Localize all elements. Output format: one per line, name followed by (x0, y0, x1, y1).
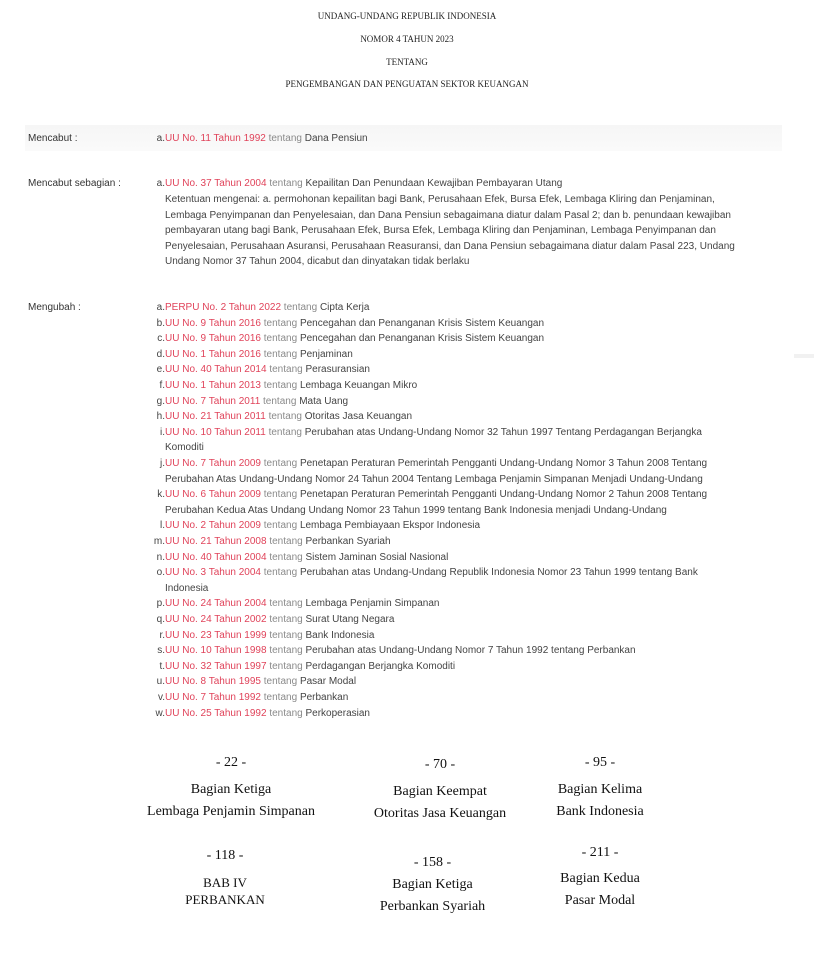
law-subject: Surat Utang Negara (305, 614, 395, 625)
list-item (150, 690, 790, 706)
law-link[interactable]: UU No. 3 Tahun 2004 (165, 567, 261, 579)
law-link[interactable]: PERPU No. 2 Tahun 2022 (165, 302, 282, 313)
tentang-word: tentang (263, 489, 298, 501)
tentang-word: tentang (269, 707, 303, 719)
tentang-word: tentang (269, 536, 303, 547)
page-ref-block (355, 855, 510, 915)
law-subject-continuation: Komoditi (165, 442, 204, 454)
tentang-word: tentang (269, 364, 303, 376)
tentang-word: tentang (269, 660, 303, 672)
list-item (150, 706, 790, 722)
header-subject: PENGEMBANGAN DAN PENGUATAN SEKTOR KEUANGAN (285, 79, 529, 89)
tentang-word: tentang (268, 133, 302, 144)
law-link[interactable]: UU No. 9 Tahun 2016 (165, 317, 261, 329)
note-line: Penyelesaian, Perusahaan Asuransi, Perusahaan Reasuransi, dan Dana Pensiun sebagaimana diatur dalam Pasal 223, Undang (165, 240, 735, 252)
list-item (150, 316, 790, 332)
law-subject-continuation: Perubahan Atas Undang-Undang Nomor 24 Tahun 2004 Tentang Lembaga Penjamin Simpanan Menjadi Undang-Undang (165, 473, 703, 485)
item-marker: t. (159, 660, 165, 672)
item-marker: i. (160, 426, 165, 438)
law-subject-continuation: Perubahan Kedua Atas Undang Undang Nomor 23 Tahun 1999 tentang Bank Indonesia menjadi Undang-Undang (165, 504, 667, 516)
section-title: PERBANKAN (185, 892, 265, 907)
item-marker: p. (156, 598, 165, 610)
item-marker: w. (155, 707, 165, 719)
list-item (150, 378, 790, 394)
section-heading: Bagian Keempat (393, 784, 487, 799)
list-item (150, 534, 790, 550)
page-number: - 211 - (581, 845, 619, 860)
tentang-word: tentang (263, 395, 297, 407)
tentang-word: tentang (269, 551, 303, 563)
law-subject: Mata Uang (299, 395, 349, 407)
law-link[interactable]: UU No. 32 Tahun 1997 (165, 660, 267, 672)
list-item (150, 394, 790, 410)
list-item (150, 176, 790, 192)
tentang-word: tentang (263, 458, 298, 469)
law-link[interactable]: UU No. 37 Tahun 2004 (165, 178, 267, 189)
list-item (150, 131, 790, 147)
page-number: - 95 - (584, 755, 616, 770)
law-subject: Penjaminan (299, 348, 353, 360)
law-link[interactable]: UU No. 1 Tahun 2013 (165, 380, 261, 391)
law-link[interactable]: UU No. 7 Tahun 2009 (165, 458, 261, 469)
item-marker: n. (156, 551, 165, 563)
section-heading: Bagian Ketiga (392, 877, 473, 892)
tentang-word: tentang (263, 692, 298, 703)
law-subject: Kepailitan Dan Penundaan Kewajiban Pembayaran Utang (305, 178, 563, 189)
page-ref-block (530, 845, 670, 909)
list-item (150, 331, 790, 347)
law-link[interactable]: UU No. 7 Tahun 2011 (165, 395, 261, 407)
item-marker: m. (153, 536, 165, 547)
item-marker: v. (157, 692, 165, 703)
page-number: - 22 - (215, 755, 247, 770)
item-marker: a. (156, 133, 165, 144)
item-marker: g. (156, 395, 165, 407)
item-marker: r. (159, 629, 165, 641)
law-subject-continuation: Indonesia (165, 582, 209, 594)
law-subject: Penetapan Peraturan Pemerintah Pengganti Undang-Undang Nomor 2 Tahun 2008 Tentang (299, 489, 708, 501)
law-link[interactable]: UU No. 21 Tahun 2011 (165, 411, 266, 423)
law-subject: Pasar Modal (299, 676, 357, 688)
list-item (150, 550, 790, 566)
law-link[interactable]: UU No. 10 Tahun 2011 (165, 426, 266, 438)
law-link[interactable]: UU No. 40 Tahun 2014 (165, 364, 267, 376)
list-item (150, 659, 790, 675)
law-subject: Bank Indonesia (305, 629, 375, 641)
tentang-word: tentang (268, 411, 302, 423)
list-item (150, 628, 790, 644)
item-marker: q. (156, 614, 165, 625)
mengubah-label: Mengubah : (28, 302, 81, 313)
item-marker: d. (156, 348, 165, 360)
header-tentang: TENTANG (386, 57, 428, 67)
item-marker: a. (156, 178, 165, 189)
mencabut-label: Mencabut : (28, 133, 78, 144)
law-subject: Pencegahan dan Penanganan Krisis Sistem Keuangan (299, 317, 545, 329)
item-marker: e. (156, 364, 165, 376)
section-heading: Bagian Kelima (557, 782, 643, 797)
note-line: Undang Nomor 37 Tahun 2004, dicabut dan dinyatakan tidak berlaku (165, 256, 470, 268)
law-link[interactable]: UU No. 10 Tahun 1998 (165, 645, 267, 657)
scroll-handle[interactable] (794, 354, 814, 358)
list-item (150, 643, 790, 659)
law-link[interactable]: UU No. 9 Tahun 2016 (165, 333, 261, 345)
header-number: NOMOR 4 TAHUN 2023 (360, 34, 454, 44)
section-heading: Bagian Kedua (560, 871, 640, 886)
law-subject: Perubahan atas Undang-Undang Nomor 7 Tahun 1992 tentang Perbankan (305, 645, 636, 657)
section-title: Perbankan Syariah (379, 899, 486, 914)
section-heading: Bagian Ketiga (190, 782, 272, 797)
list-item (150, 518, 790, 534)
mencabut-sebagian-label: Mencabut sebagian : (28, 178, 121, 189)
item-marker: a. (156, 302, 165, 313)
tentang-word: tentang (283, 302, 318, 313)
law-link[interactable]: UU No. 21 Tahun 2008 (165, 536, 267, 547)
list-item (150, 362, 790, 378)
item-marker: h. (156, 411, 165, 423)
law-subject: Lembaga Penjamin Simpanan (305, 598, 440, 610)
section-title: Bank Indonesia (556, 804, 644, 819)
item-marker: b. (156, 317, 165, 329)
law-subject: Penetapan Peraturan Pemerintah Pengganti Undang-Undang Nomor 3 Tahun 2008 Tentang (299, 458, 708, 469)
law-subject: Perasuransian (305, 364, 370, 376)
law-subject: Perubahan atas Undang-Undang Nomor 32 Tahun 1997 Tentang Perdagangan Berjangka (304, 426, 702, 438)
page-number: - 70 - (424, 757, 456, 772)
law-subject: Perkoperasian (305, 707, 370, 719)
list-item (150, 596, 790, 612)
law-subject: Perbankan Syariah (305, 536, 391, 547)
list-item (150, 565, 790, 581)
law-link[interactable]: UU No. 23 Tahun 1999 (165, 629, 267, 641)
page-ref-block (530, 755, 670, 820)
item-marker: f. (159, 380, 165, 391)
page-ref-block (150, 848, 300, 908)
item-marker: s. (157, 645, 165, 657)
page-ref-block (115, 755, 347, 820)
revocation-note (165, 192, 785, 270)
law-subject: Perbankan (299, 692, 349, 703)
item-marker: l. (160, 520, 165, 532)
law-subject: Lembaga Keuangan Mikro (299, 380, 418, 391)
note-line: pembayaran utang bagi Bank, Perusahaan Efek, Bursa Efek, Lembaga Kliring dan Penjaminan, Lembaga Penyimpanan dan (165, 225, 716, 237)
page-ref-block (340, 757, 540, 822)
tentang-word: tentang (269, 178, 303, 189)
tentang-word: tentang (263, 676, 298, 688)
list-item (150, 456, 790, 472)
law-subject: Dana Pensiun (304, 133, 368, 144)
law-subject: Perubahan atas Undang-Undang Republik Indonesia Nomor 23 Tahun 1999 tentang Bank (299, 567, 698, 579)
tentang-word: tentang (263, 333, 298, 345)
section-title: Lembaga Penjamin Simpanan (147, 804, 315, 819)
law-subject: Otoritas Jasa Keuangan (304, 411, 413, 423)
law-link[interactable]: UU No. 40 Tahun 2004 (165, 551, 267, 563)
page-number: - 158 - (413, 855, 452, 870)
tentang-word: tentang (263, 348, 298, 360)
law-subject: Perdagangan Berjangka Komoditi (305, 660, 456, 672)
tentang-word: tentang (269, 598, 303, 610)
item-marker: c. (157, 333, 165, 345)
tentang-word: tentang (269, 614, 303, 625)
law-subject: Sistem Jaminan Sosial Nasional (305, 551, 449, 563)
list-item (150, 347, 790, 363)
tentang-word: tentang (263, 520, 298, 532)
note-line: Ketentuan mengenai: a. permohonan kepailitan bagi Bank, Perusahaan Efek, Bursa Efek, Lembaga Kliring dan Penjaminan, (165, 194, 715, 205)
section-title: Pasar Modal (564, 893, 636, 908)
list-item (150, 674, 790, 690)
law-link[interactable]: UU No. 2 Tahun 2009 (165, 520, 261, 532)
list-item (150, 425, 790, 441)
item-marker: u. (156, 676, 165, 688)
section-heading: BAB IV (203, 875, 247, 890)
law-link[interactable]: UU No. 24 Tahun 2004 (165, 598, 267, 610)
page-number: - 118 - (206, 848, 244, 863)
item-marker: j. (160, 458, 165, 469)
law-subject: Cipta Kerja (319, 302, 370, 313)
tentang-word: tentang (263, 567, 298, 579)
law-subject: Lembaga Pembiayaan Ekspor Indonesia (299, 520, 481, 532)
law-link[interactable]: UU No. 25 Tahun 1992 (165, 707, 267, 719)
tentang-word: tentang (263, 380, 298, 391)
law-link[interactable]: UU No. 7 Tahun 1992 (165, 692, 261, 703)
header-title: UNDANG-UNDANG REPUBLIK INDONESIA (317, 11, 497, 21)
list-item (150, 612, 790, 628)
tentang-word: tentang (268, 426, 302, 438)
tentang-word: tentang (269, 645, 303, 657)
note-line: Lembaga Penyimpanan dan Penyelesaian, dan Dana Pensiun sebagaimana diatur dalam Pasal 2; dan b. penundaan kewajiban (165, 209, 731, 221)
law-link[interactable]: UU No. 11 Tahun 1992 (165, 133, 266, 144)
item-marker: k. (157, 489, 165, 501)
list-item (150, 300, 790, 316)
tentang-word: tentang (263, 317, 298, 329)
list-item (150, 409, 790, 425)
law-link[interactable]: UU No. 1 Tahun 2016 (165, 348, 261, 360)
law-link[interactable]: UU No. 8 Tahun 1995 (165, 676, 261, 688)
law-link[interactable]: UU No. 24 Tahun 2002 (165, 614, 267, 625)
tentang-word: tentang (269, 629, 303, 641)
law-subject: Pencegahan dan Penanganan Krisis Sistem Keuangan (299, 333, 545, 345)
law-link[interactable]: UU No. 6 Tahun 2009 (165, 489, 261, 501)
section-title: Otoritas Jasa Keuangan (373, 806, 507, 821)
list-item (150, 487, 790, 503)
item-marker: o. (156, 567, 165, 579)
